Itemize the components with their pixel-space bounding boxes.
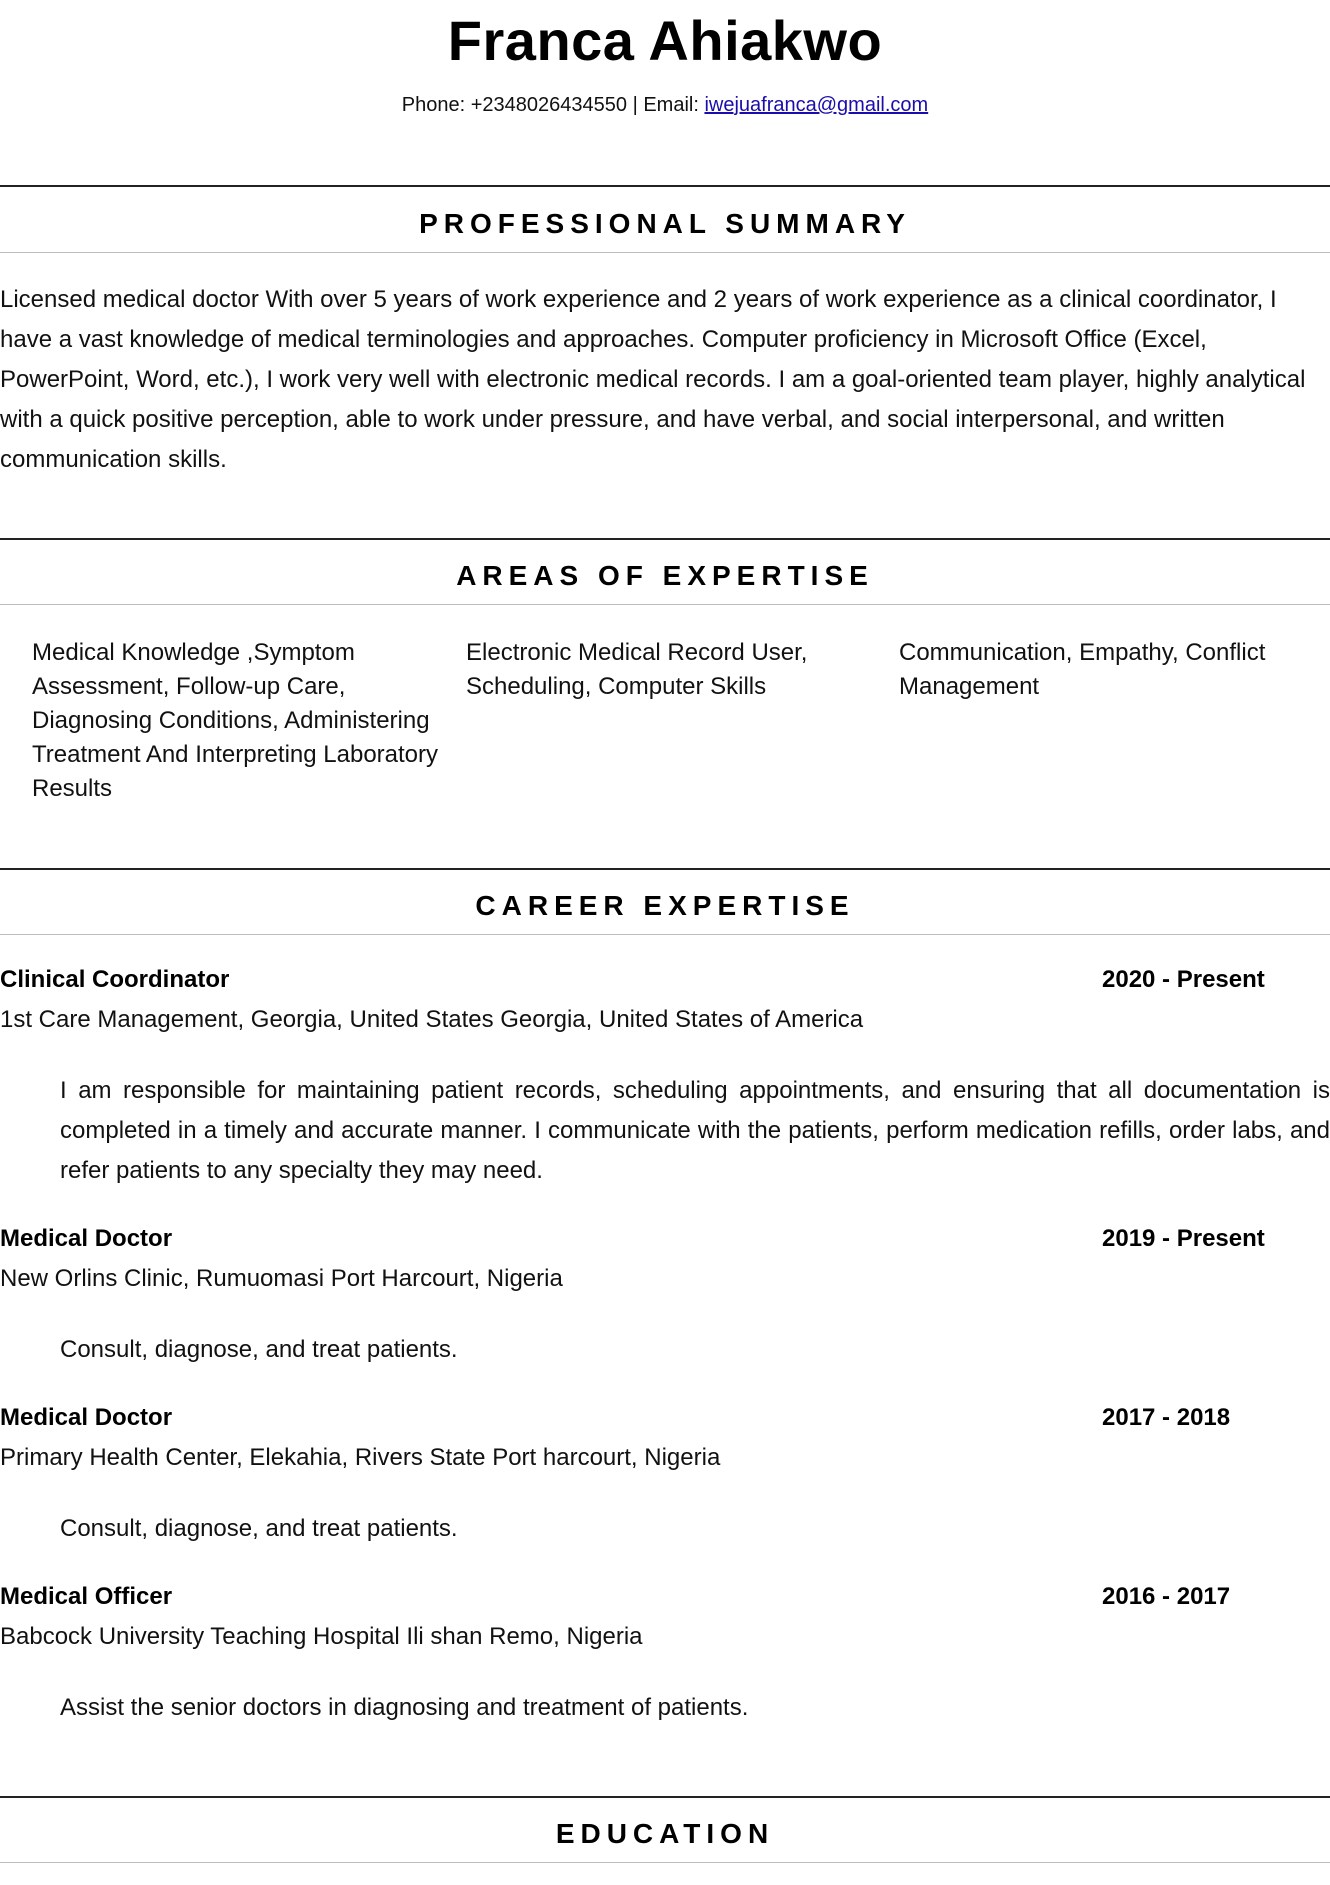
job-organization: Primary Health Center, Elekahia, Rivers State Port harcourt, Nigeria [0, 1444, 721, 1471]
job-title: Medical Doctor [0, 1225, 173, 1252]
section-top-rule [0, 185, 1330, 187]
section-title-education: EDUCATION [555, 1818, 775, 1849]
section-bottom-rule [0, 604, 1330, 605]
section-title-expertise: AREAS OF EXPERTISE [456, 560, 874, 591]
section-top-rule [0, 868, 1330, 870]
section-bottom-rule [0, 1862, 1330, 1863]
job-dates: 2017 - 2018 [1102, 1404, 1231, 1431]
job-title: Clinical Coordinator [0, 966, 230, 993]
section-bottom-rule [0, 252, 1330, 253]
job-dates: 2016 - 2017 [1102, 1583, 1231, 1610]
contact-line [0, 94, 1330, 117]
section-title-summary: PROFESSIONAL SUMMARY [419, 208, 911, 239]
summary-text: Licensed medical doctor With over 5 years of work experience and 2 years of work experience as a clinical coordinator, I have a vast knowledge of medical terminologies and approaches. Computer proficiency in Microsoft Office (Excel, PowerPoint, Word, etc.), I work very well with electronic medical records. I am a goal-oriented team player, highly analytical with a quick positive perception, able to work under pressure, and have verbal, and social interpersonal, and written communication skills. [0, 286, 1306, 473]
job-description: Assist the senior doctors in diagnosing and treatment of patients. [60, 1694, 749, 1721]
job-description: Consult, diagnose, and treat patients. [60, 1336, 458, 1363]
job-organization: New Orlins Clinic, Rumuomasi Port Harcourt, Nigeria [0, 1265, 563, 1292]
expertise-column-1: Medical Knowledge ,Symptom Assessment, Follow-up Care, Diagnosing Conditions, Administering Treatment And Interpreting Laboratory Results [32, 639, 439, 802]
email-link[interactable]: iwejuafranca@gmail.com [704, 94, 929, 116]
job-title: Medical Doctor [0, 1404, 173, 1431]
job-description: Consult, diagnose, and treat patients. [60, 1515, 458, 1542]
job-title: Medical Officer [0, 1583, 173, 1610]
section-top-rule [0, 538, 1330, 540]
expertise-column-2: Electronic Medical Record User, Scheduling, Computer Skills [466, 639, 808, 700]
section-bottom-rule [0, 934, 1330, 935]
job-organization: 1st Care Management, Georgia, United States Georgia, United States of America [0, 1006, 864, 1033]
job-dates: 2019 - Present [1102, 1225, 1265, 1252]
section-title-career: CAREER EXPERTISE [475, 890, 855, 921]
job-description: I am responsible for maintaining patient records, scheduling appointments, and ensuring that all documentation is completed in a timely and accurate manner. I communicate with the patients, perform medication refills, order labs, and refer patients to any specialty they may need. [60, 1077, 1330, 1184]
candidate-name: Franca Ahiakwo [447, 9, 883, 72]
expertise-column-3: Communication, Empathy, Conflict Management [899, 639, 1266, 700]
phone-text: Phone: +2348026434550 | Email: [401, 94, 705, 116]
section-top-rule [0, 1796, 1330, 1798]
job-dates: 2020 - Present [1102, 966, 1265, 993]
job-organization: Babcock University Teaching Hospital Ili shan Remo, Nigeria [0, 1623, 643, 1650]
